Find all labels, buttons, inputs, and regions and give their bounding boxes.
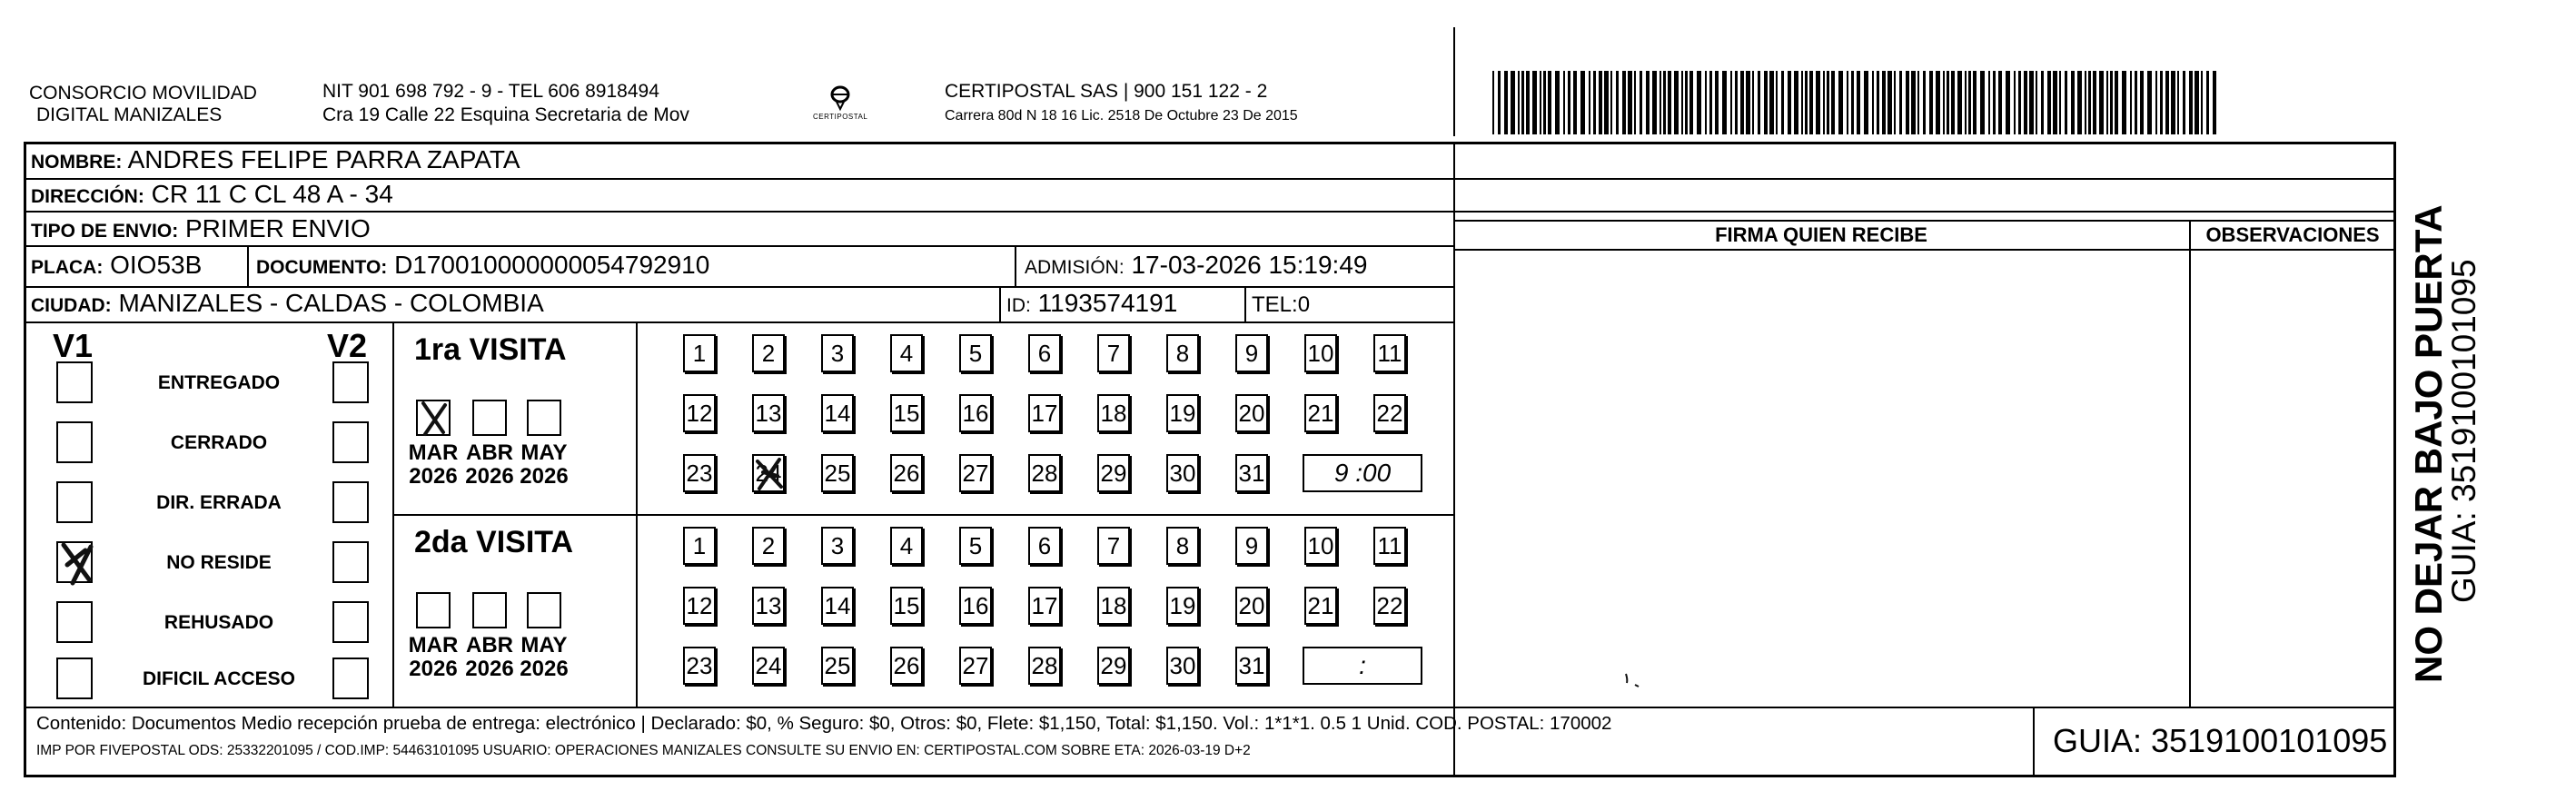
day-number: 14	[824, 400, 851, 427]
v1-checkbox[interactable]	[56, 481, 93, 523]
status-label: REHUSADO	[163, 612, 274, 633]
day-box[interactable]	[683, 647, 716, 685]
day-box[interactable]	[1166, 394, 1199, 432]
day-box[interactable]	[821, 647, 854, 685]
day-number: 4	[899, 340, 914, 367]
status-label: DIFICIL ACCESO	[142, 668, 295, 689]
cell-divider	[1015, 245, 1016, 286]
day-number: 17	[1031, 400, 1058, 427]
day-number: 24	[755, 460, 782, 487]
id-value: 1193574191	[1037, 289, 1178, 317]
day-box[interactable]	[1304, 394, 1337, 432]
day-box[interactable]	[1304, 334, 1337, 372]
v1-checkbox[interactable]	[56, 658, 93, 699]
certipostal-line2: Carrera 80d N 18 16 Lic. 2518 De Octubre 23 De 2015	[945, 108, 1298, 124]
day-number: 18	[1100, 592, 1127, 619]
month-name: MAR	[408, 633, 459, 658]
day-box[interactable]	[1304, 587, 1337, 625]
id-label: ID:	[1006, 295, 1031, 316]
day-box[interactable]	[1235, 587, 1268, 625]
footer-contents: Contenido: Documentos Medio recepción prueba de entrega: electrónico | Declarado: $0, % Seguro: $0, Otros: $0, Flete: $1,150, Total: $1,150. Vol.: 1*1*1. 0.5 1 Unid. COD. POSTAL: 170002	[36, 713, 1612, 734]
day-box[interactable]	[1028, 454, 1061, 492]
cell-divider	[636, 321, 638, 707]
day-number: 13	[755, 400, 782, 427]
day-box[interactable]	[752, 647, 785, 685]
day-box[interactable]	[890, 454, 923, 492]
day-number: 7	[1106, 340, 1121, 367]
signature-scribble-icon	[1622, 670, 1650, 692]
day-box[interactable]	[1373, 334, 1406, 372]
day-box[interactable]	[683, 334, 716, 372]
month-checkbox[interactable]	[472, 592, 507, 628]
day-box[interactable]	[959, 454, 992, 492]
day-number: 29	[1100, 460, 1127, 487]
status-label: CERRADO	[170, 432, 268, 453]
certipostal-logo	[813, 82, 867, 127]
day-box[interactable]	[1166, 647, 1199, 685]
placa-cell	[31, 251, 202, 282]
day-number: 5	[968, 340, 983, 367]
nombre-label: NOMBRE:	[31, 152, 123, 173]
month-name: ABR	[466, 440, 513, 465]
company-address: Cra 19 Calle 22 Esquina Secretaria de Mov	[322, 104, 689, 125]
day-number: 5	[968, 532, 983, 559]
day-number: 15	[893, 400, 920, 427]
v2-checkbox[interactable]	[332, 481, 369, 523]
month-label	[517, 441, 571, 489]
rule	[24, 286, 1453, 288]
admision-cell	[1025, 251, 1367, 282]
day-box[interactable]	[959, 334, 992, 372]
day-number: 12	[686, 592, 713, 619]
day-box[interactable]	[890, 647, 923, 685]
status-label: DIR. ERRADA	[156, 492, 282, 513]
barcode-icon	[1492, 71, 2219, 134]
month-checkbox[interactable]	[416, 400, 451, 436]
month-name: MAY	[520, 440, 568, 465]
day-number: 10	[1307, 340, 1334, 367]
direccion-value: CR 11 C CL 48 A - 34	[151, 180, 393, 208]
handwritten-mark-icon	[752, 454, 788, 494]
footer-imp-line: IMP POR FIVEPOSTAL ODS: 25332201095 / COD.IMP: 54463101095 USUARIO: OPERACIONES MANIZALES CONSULTE SU ENVIO EN: CERTIPOSTAL.COM SOBRE ETA: 2026-03-19 D+2	[36, 743, 1251, 758]
tel-label: TEL:	[1252, 292, 1298, 317]
direccion-label: DIRECCIÓN:	[31, 186, 144, 207]
day-box[interactable]	[1304, 527, 1337, 565]
visit-time-value: 9 :00	[1333, 459, 1392, 487]
day-box[interactable]	[959, 394, 992, 432]
documento-value: D170010000000054792910	[394, 251, 710, 279]
day-number: 17	[1031, 592, 1058, 619]
day-number: 6	[1037, 532, 1052, 559]
logo-text: CERTIPOSTAL	[813, 113, 868, 121]
day-number: 9	[1244, 340, 1259, 367]
v2-checkbox[interactable]	[332, 658, 369, 699]
day-box[interactable]	[1028, 394, 1061, 432]
day-box[interactable]	[1097, 394, 1130, 432]
visit1-title: 1ra VISITA	[414, 332, 567, 367]
month-year: 2026	[409, 464, 458, 489]
day-box[interactable]	[1028, 587, 1061, 625]
day-box[interactable]	[890, 527, 923, 565]
rule	[1453, 249, 2396, 251]
day-number: 13	[755, 592, 782, 619]
day-number: 28	[1031, 652, 1058, 679]
handwritten-mark-icon	[416, 398, 452, 438]
day-box[interactable]	[890, 334, 923, 372]
day-box[interactable]	[821, 587, 854, 625]
v2-heading: V2	[327, 327, 368, 364]
month-checkbox[interactable]	[527, 592, 561, 628]
v1-checkbox[interactable]	[56, 541, 93, 583]
day-number: 30	[1169, 652, 1196, 679]
visit2-title: 2da VISITA	[414, 525, 574, 559]
month-year: 2026	[409, 657, 458, 681]
v2-checkbox[interactable]	[332, 421, 369, 463]
day-number: 3	[830, 340, 845, 367]
guia-vertical: GUIA: 3519100101095	[2445, 259, 2482, 603]
day-number: 24	[755, 652, 782, 679]
day-box[interactable]	[1235, 394, 1268, 432]
month-label	[517, 634, 571, 681]
cell-divider	[999, 286, 1001, 321]
placa-value: OIO53B	[110, 251, 203, 279]
day-box[interactable]	[1373, 394, 1406, 432]
day-number: 22	[1376, 400, 1403, 427]
nombre-row	[31, 145, 520, 177]
certipostal-line1: CERTIPOSTAL SAS | 900 151 122 - 2	[945, 81, 1268, 102]
day-number: 19	[1169, 400, 1196, 427]
ciudad-value: MANIZALES - CALDAS - COLOMBIA	[118, 289, 544, 317]
status-label: NO RESIDE	[166, 552, 272, 573]
documento-cell	[256, 251, 709, 282]
barcode	[1492, 71, 2219, 134]
tipo-envio-row	[31, 214, 371, 246]
day-number: 22	[1376, 592, 1403, 619]
day-number: 3	[830, 532, 845, 559]
month-name: ABR	[466, 633, 513, 658]
ciudad-cell	[31, 289, 544, 321]
v2-checkbox[interactable]	[332, 601, 369, 643]
day-number: 21	[1307, 592, 1334, 619]
day-number: 15	[893, 592, 920, 619]
company-name-line2: DIGITAL MANIZALES	[36, 104, 223, 125]
day-number: 11	[1377, 340, 1402, 367]
day-number: 20	[1238, 400, 1265, 427]
day-box[interactable]	[1028, 647, 1061, 685]
day-box[interactable]	[752, 527, 785, 565]
day-box[interactable]	[1235, 334, 1268, 372]
day-number: 10	[1307, 532, 1334, 559]
day-box[interactable]	[683, 394, 716, 432]
day-number: 1	[692, 340, 707, 367]
nombre-value: ANDRES FELIPE PARRA ZAPATA	[127, 145, 520, 173]
day-box[interactable]	[1097, 334, 1130, 372]
day-box[interactable]	[752, 587, 785, 625]
documento-label: DOCUMENTO:	[256, 257, 388, 278]
month-label	[406, 441, 461, 489]
tipo-envio-label: TIPO DE ENVIO:	[31, 221, 179, 242]
day-number: 25	[824, 460, 851, 487]
month-checkbox[interactable]	[472, 400, 507, 436]
day-number: 23	[686, 652, 713, 679]
day-number: 27	[962, 460, 989, 487]
status-label: ENTREGADO	[157, 372, 281, 393]
day-number: 2	[761, 532, 776, 559]
day-number: 1	[692, 532, 707, 559]
day-box[interactable]	[1166, 587, 1199, 625]
day-number: 31	[1238, 652, 1265, 679]
cell-divider	[247, 245, 249, 286]
footer-guia: GUIA: 3519100101095	[2053, 722, 2388, 759]
day-number: 23	[686, 460, 713, 487]
signature-mark	[1622, 670, 1650, 697]
ciudad-label: CIUDAD:	[31, 295, 112, 316]
day-number: 19	[1169, 592, 1196, 619]
nit-line: NIT 901 698 792 - 9 - TEL 606 8918494	[322, 81, 659, 102]
visit-time-field[interactable]	[1303, 647, 1422, 685]
day-box[interactable]	[1373, 587, 1406, 625]
month-name: MAR	[408, 440, 459, 465]
visit-time-field[interactable]	[1303, 454, 1422, 492]
day-number: 31	[1238, 460, 1265, 487]
day-box[interactable]	[821, 394, 854, 432]
day-number: 27	[962, 652, 989, 679]
column-divider	[2189, 220, 2191, 707]
day-number: 2	[761, 340, 776, 367]
day-box[interactable]	[1097, 647, 1130, 685]
day-box[interactable]	[1235, 647, 1268, 685]
month-year: 2026	[520, 657, 569, 681]
day-box[interactable]	[752, 454, 785, 492]
day-box[interactable]	[890, 394, 923, 432]
firma-label: FIRMA QUIEN RECIBE	[1715, 223, 1927, 246]
day-box[interactable]	[752, 394, 785, 432]
day-number: 20	[1238, 592, 1265, 619]
month-label	[462, 634, 517, 681]
day-box[interactable]	[1373, 527, 1406, 565]
day-number: 21	[1307, 400, 1334, 427]
no-dejar-warning: NO DEJAR BAJO PUERTA	[2407, 204, 2450, 683]
day-number: 4	[899, 532, 914, 559]
month-year: 2026	[520, 464, 569, 489]
day-box[interactable]	[1097, 454, 1130, 492]
day-number: 16	[962, 592, 989, 619]
day-box[interactable]	[821, 454, 854, 492]
rule	[24, 707, 2396, 708]
day-box[interactable]	[821, 527, 854, 565]
v1-checkbox[interactable]	[56, 361, 93, 403]
company-name-line1: CONSORCIO MOVILIDAD	[29, 83, 257, 104]
cell-divider	[2033, 707, 2035, 777]
day-box[interactable]	[1028, 334, 1061, 372]
day-box[interactable]	[1028, 527, 1061, 565]
day-number: 14	[824, 592, 851, 619]
admision-value: 17-03-2026 15:19:49	[1131, 251, 1368, 279]
day-box[interactable]	[821, 334, 854, 372]
day-box[interactable]	[683, 454, 716, 492]
day-number: 25	[824, 652, 851, 679]
day-number: 12	[686, 400, 713, 427]
day-box[interactable]	[890, 587, 923, 625]
cell-divider	[392, 321, 394, 707]
month-year: 2026	[465, 657, 514, 681]
day-number: 9	[1244, 532, 1259, 559]
handwritten-mark-icon	[54, 538, 102, 588]
day-number: 28	[1031, 460, 1058, 487]
day-number: 26	[893, 652, 920, 679]
v2-checkbox[interactable]	[332, 541, 369, 583]
day-box[interactable]	[1166, 334, 1199, 372]
day-box[interactable]	[959, 647, 992, 685]
admision-label: ADMISIÓN:	[1025, 257, 1125, 278]
day-box[interactable]	[1097, 587, 1130, 625]
day-number: 29	[1100, 652, 1127, 679]
day-box[interactable]	[1097, 527, 1130, 565]
month-year: 2026	[465, 464, 514, 489]
direccion-row	[31, 180, 393, 212]
placa-label: PLACA:	[31, 257, 104, 278]
tel-cell	[1252, 291, 1310, 320]
v2-checkbox[interactable]	[332, 361, 369, 403]
day-number: 26	[893, 460, 920, 487]
rule	[24, 321, 1453, 323]
day-number: 7	[1106, 532, 1121, 559]
v1-checkbox[interactable]	[56, 601, 93, 643]
observaciones-label: OBSERVACIONES	[2205, 223, 2380, 246]
day-box[interactable]	[959, 587, 992, 625]
month-name: MAY	[520, 633, 568, 658]
day-number: 16	[962, 400, 989, 427]
day-box[interactable]	[752, 334, 785, 372]
day-number: 30	[1169, 460, 1196, 487]
day-number: 11	[1377, 532, 1402, 559]
visit-time-value: :	[1359, 651, 1366, 679]
id-cell	[1006, 289, 1177, 321]
day-number: 8	[1175, 340, 1190, 367]
day-box[interactable]	[959, 527, 992, 565]
tel-value: 0	[1297, 292, 1311, 317]
cell-divider	[1244, 286, 1246, 321]
day-box[interactable]	[1166, 454, 1199, 492]
month-checkbox[interactable]	[527, 400, 561, 436]
day-box[interactable]	[1235, 527, 1268, 565]
day-number: 6	[1037, 340, 1052, 367]
day-box[interactable]	[683, 527, 716, 565]
tipo-envio-value: PRIMER ENVIO	[184, 214, 371, 242]
header-divider	[1453, 27, 1455, 136]
day-box[interactable]	[1235, 454, 1268, 492]
month-checkbox[interactable]	[416, 592, 451, 628]
day-number: 8	[1175, 532, 1190, 559]
month-label	[462, 441, 517, 489]
day-box[interactable]	[683, 587, 716, 625]
month-label	[406, 634, 461, 681]
day-box[interactable]	[1166, 527, 1199, 565]
rule	[392, 514, 1453, 516]
v1-checkbox[interactable]	[56, 421, 93, 463]
v1-heading: V1	[53, 327, 94, 364]
day-number: 18	[1100, 400, 1127, 427]
